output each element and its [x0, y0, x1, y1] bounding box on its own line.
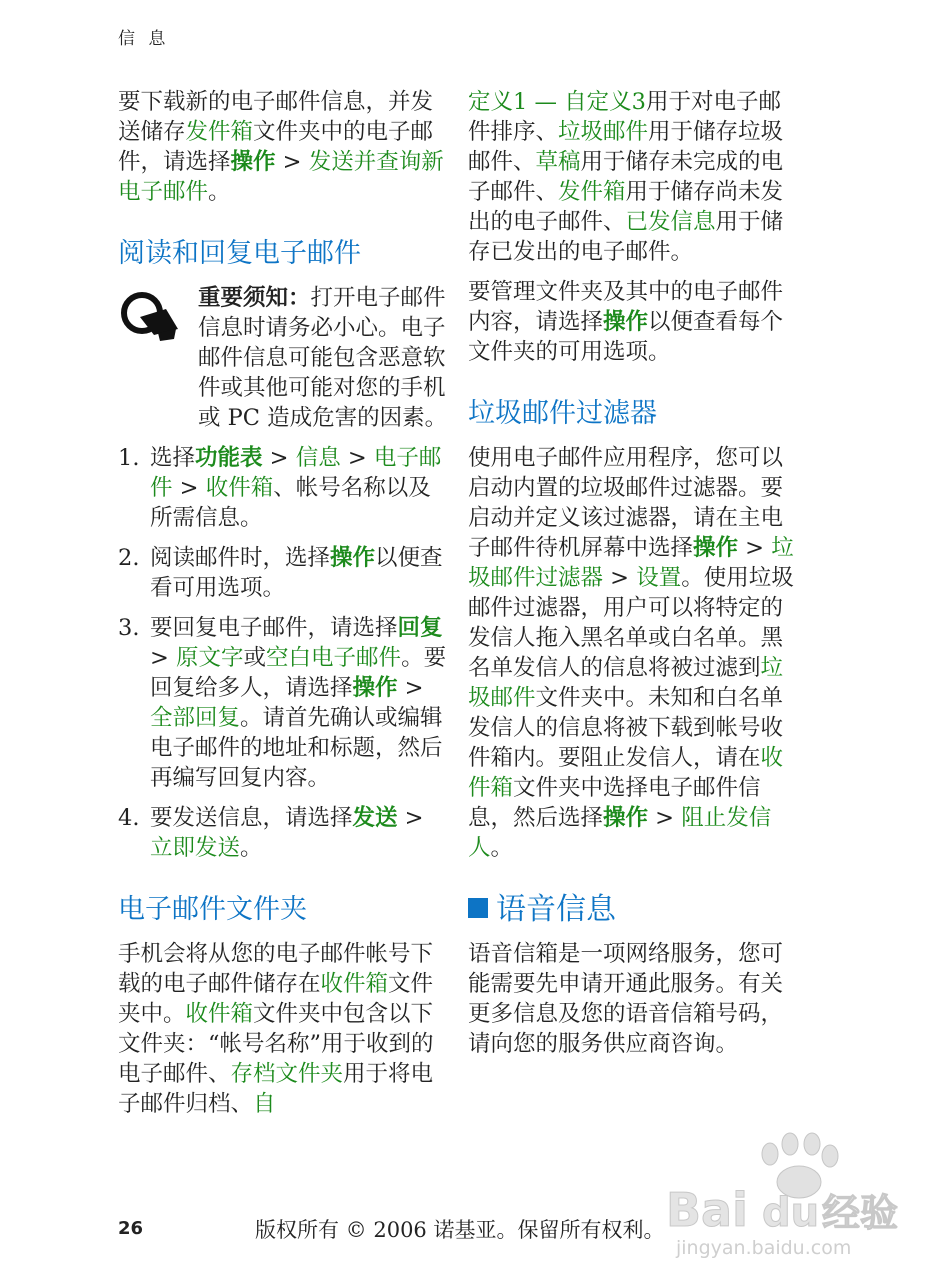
inline-text: 用于储存尚未发出的电子邮件、	[468, 179, 784, 235]
step-text	[150, 613, 448, 793]
inline-text: 要管理文件夹及其中的电子邮件内容，请选择	[468, 279, 784, 335]
step-number: 3.	[118, 615, 140, 641]
running-header: 信 息	[118, 29, 170, 49]
inline-link-term: 草稿	[535, 149, 581, 175]
heading-email-folders: 电子邮件文件夹	[118, 894, 307, 925]
inline-text: 用于将电子邮件归档、	[118, 1061, 434, 1117]
inline-link-term: 电子邮件	[150, 445, 442, 501]
inline-link-term: 存档文件夹	[230, 1061, 344, 1087]
inline-text: 阅读邮件时，选择	[150, 545, 331, 571]
inline-text: 要发送信息，请选择	[150, 805, 353, 831]
inline-link-term: 操作	[330, 545, 376, 571]
voice-paragraph	[468, 939, 798, 1059]
inline-text: 以便查看每个文件夹的可用选项。	[468, 309, 784, 365]
inline-text: >	[603, 565, 637, 591]
inline-text: 、帐号名称以及所需信息。	[150, 475, 431, 531]
step-text	[150, 803, 448, 863]
inline-text: 以便查看可用选项。	[150, 545, 443, 601]
inline-text: 选择	[150, 445, 196, 471]
page-number: 26	[118, 1218, 144, 1239]
inline-link-term: 操作	[603, 309, 649, 335]
step-item	[118, 543, 448, 603]
step-number: 1.	[118, 445, 140, 471]
inline-link-term: 已发信息	[625, 209, 716, 235]
inline-link-term: 操作	[230, 149, 276, 175]
watermark-brand-du: du	[762, 1190, 820, 1236]
left-column	[118, 87, 448, 1129]
inline-link-term: 原文字	[176, 645, 244, 671]
inline-text: >	[397, 675, 424, 701]
inline-text: >	[150, 645, 177, 671]
inline-text: 用于储存已发出的电子邮件。	[468, 209, 784, 265]
heading-read-reply: 阅读和回复电子邮件	[118, 238, 361, 269]
paw-toe-icon	[762, 1143, 778, 1165]
inline-link-term: 全部回复	[150, 705, 241, 731]
paw-toe-icon	[782, 1133, 798, 1155]
inline-text: 文件夹中选择电子邮件信息，然后选择	[468, 775, 761, 831]
step-item	[118, 443, 448, 533]
step-number: 2.	[118, 545, 140, 571]
inline-link-term: 功能表	[195, 445, 263, 471]
important-notice	[118, 283, 448, 433]
inline-text: 要回复电子邮件，请选择	[150, 615, 398, 641]
inline-text: >	[275, 149, 309, 175]
watermark-brand-cn: 经验	[822, 1191, 899, 1235]
inline-text: 。使用垃圾邮件过滤器，用户可以将特定的发信人拖入黑名单或白名单。黑名单发信人的信息将被过滤到	[468, 565, 794, 681]
section-square-icon	[468, 898, 488, 918]
step-number: 4.	[118, 805, 140, 831]
folders-paragraph	[118, 939, 448, 1119]
inline-link-term: 回复	[397, 615, 443, 641]
inline-text: 或	[243, 645, 267, 671]
inline-text: 文件夹中。	[118, 971, 434, 1027]
step-item	[118, 613, 448, 793]
inline-text: 。	[240, 835, 263, 861]
inline-text: 用于储存未完成的电子邮件、	[468, 149, 784, 205]
step-text	[150, 543, 448, 603]
copyright-notice: 版权所有 © 2006 诺基亚。保留所有权利。	[255, 1218, 665, 1242]
notice-text	[198, 283, 448, 433]
inline-text: >	[648, 805, 682, 831]
inline-text: >	[738, 535, 772, 561]
heading-voice-messages	[468, 893, 798, 927]
inline-link-term: 操作	[603, 805, 649, 831]
important-notice-icon	[118, 283, 198, 433]
inline-link-term: 信息	[295, 445, 341, 471]
inline-text: 使用电子邮件应用程序，您可以启动内置的垃圾邮件过滤器。要启动并定义该过滤器，请在主电子邮件待机屏幕中选择	[468, 445, 784, 561]
inline-text: 。	[490, 835, 514, 861]
inline-text: 要下载新的电子邮件信息，并发送储存	[118, 89, 434, 145]
inline-link-term: 收件箱	[185, 1001, 254, 1027]
inline-link-term: 发送并查询新电子邮件	[118, 149, 444, 205]
step-item	[118, 803, 448, 863]
inline-text: 。要回复给多人，请选择	[150, 645, 447, 701]
inline-link-term: 垃圾邮件	[468, 655, 784, 711]
inline-link-term: 重要须知：	[198, 285, 311, 311]
inline-link-term: 发送	[352, 805, 398, 831]
right-column	[468, 87, 798, 1069]
paw-toe-icon	[822, 1145, 838, 1167]
inline-link-term: 操作	[693, 535, 739, 561]
inline-text: 。	[208, 179, 231, 205]
inline-link-term: 阻止发信人	[468, 805, 772, 861]
inline-link-term: 垃圾邮件	[558, 119, 649, 145]
inline-link-term: 立即发送	[150, 835, 241, 861]
watermark-url: jingyan.baidu.com	[676, 1237, 852, 1259]
baidu-jingyan-watermark	[662, 1130, 907, 1262]
watermark-brand-latin: Bai	[666, 1183, 748, 1237]
inline-text: 。请首先确认或编辑电子邮件的地址和标题，然后再编写回复内容。	[150, 705, 443, 791]
inline-text: >	[262, 445, 296, 471]
inline-text: >	[340, 445, 374, 471]
inline-link-term: 垃圾邮件过滤器	[468, 535, 794, 591]
inline-link-term: 自	[253, 1091, 276, 1117]
inline-link-term: 操作	[352, 675, 398, 701]
inline-text: 文件夹中。未知和白名单发信人的信息将被下载到帐号收件箱内。要阻止发信人，请在	[468, 685, 784, 771]
inline-link-term: 收件箱	[205, 475, 274, 501]
inline-link-term: 发件箱	[185, 119, 254, 145]
inline-link-term: 收件箱	[320, 971, 389, 997]
manage-folders-paragraph	[468, 277, 798, 367]
inline-text: 用于储存垃圾邮件、	[468, 119, 784, 175]
inline-link-term: 定义1 — 自定义3	[468, 89, 646, 115]
inline-link-term: 设置	[636, 565, 682, 591]
step-text	[150, 443, 448, 533]
inline-text: 语音信箱是一项网络服务，您可能需要先申请开通此服务。有关更多信息及您的语音信箱号码，请向您的服务供应商咨询。	[468, 941, 784, 1057]
inline-link-term: 空白电子邮件	[266, 645, 402, 671]
steps-list	[118, 443, 448, 863]
inline-text: 用于对电子邮件排序、	[468, 89, 781, 145]
spam-filter-paragraph	[468, 443, 798, 863]
intro-paragraph	[118, 87, 448, 207]
inline-text: >	[172, 475, 206, 501]
inline-text: 文件夹中包含以下文件夹：“帐号名称”用于收到的电子邮件、	[118, 1001, 434, 1087]
inline-link-term: 发件箱	[558, 179, 626, 205]
inline-text: 手机会将从您的电子邮件帐号下载的电子邮件储存在	[118, 941, 434, 997]
heading-spam-filter: 垃圾邮件过滤器	[468, 398, 657, 429]
heading-voice-text: 语音信息	[496, 892, 616, 927]
inline-text: 打开电子邮件信息时请务必小心。电子邮件信息可能包含恶意软件或其他可能对您的手机或 PC 造成危害的因素。	[198, 285, 448, 431]
inline-text: 文件夹中的电子邮件，请选择	[118, 119, 434, 175]
inline-text: >	[397, 805, 424, 831]
paw-toe-icon	[804, 1133, 820, 1155]
folders-continued-paragraph	[468, 87, 798, 267]
inline-link-term: 收件箱	[468, 745, 784, 801]
